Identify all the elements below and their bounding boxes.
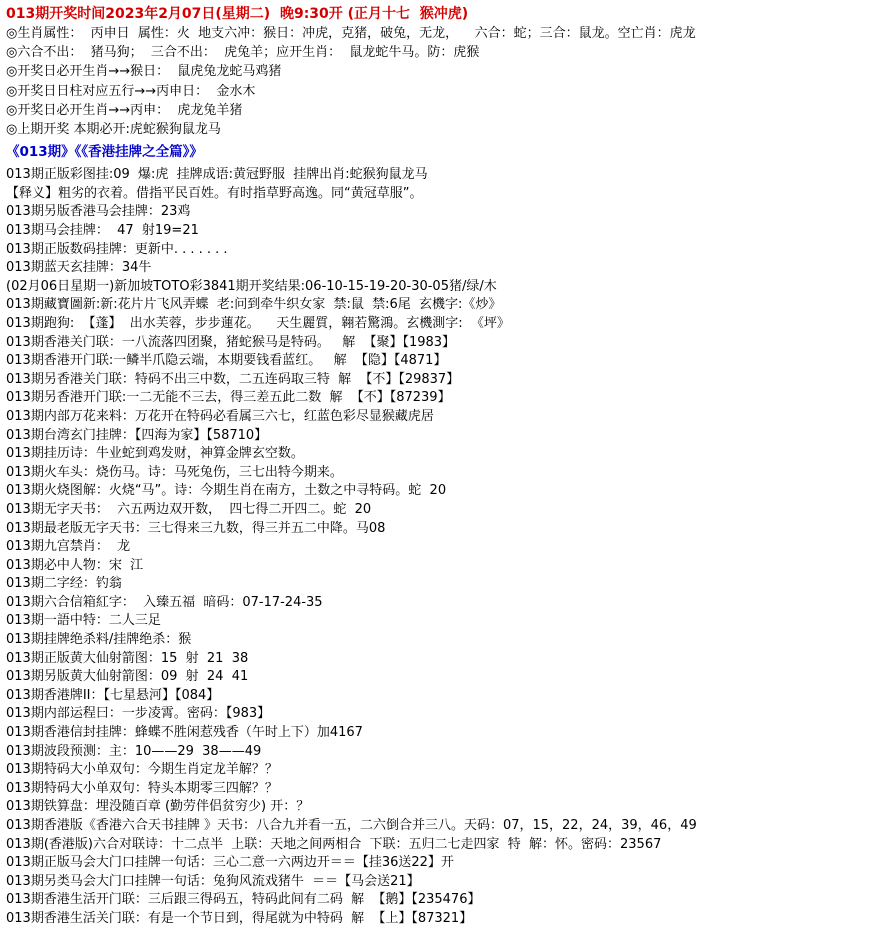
attribute-line: ◎六合不出： 猪马狗； 三合不出： 虎兔羊；应开生肖： 鼠龙蛇牛马。防：虎猴	[6, 45, 480, 61]
entry-line: 013期正版数码挂牌：更新中. . . . . . .	[6, 241, 228, 257]
entry-line: 013期另香港关门联：特码不出三中数，二五连码取三特 解 【不】【29837】	[6, 371, 460, 387]
attribute-line: ◎生肖属性： 丙申日 属性：火 地支六冲：猴日：冲虎，克猪，破兔，无龙， 六合：蛇；三合：鼠龙。空亡肖：虎龙	[6, 26, 696, 41]
entry-line: 013期(香港版)六合对联诗：十二点半 上联：天地之间两相合 下联：五归二七走四家 特 解：怀。密码：23567	[6, 836, 662, 852]
entry-line: 013期正版马会大门口挂牌一句话：三心二意一六两边开＝＝【挂36送22】开	[6, 855, 454, 871]
entry-line: 013期挂牌绝杀料/挂牌绝杀：猴	[6, 632, 192, 648]
entry-line: 013期六合信箱紅字： 入臻五福 暗码：07-17-24-35	[6, 594, 323, 610]
entry-line: 013期蓝天玄挂牌：34牛	[6, 260, 152, 276]
attribute-line: ◎开奖日日柱对应五行→→丙申日： 金水木	[6, 83, 256, 99]
attribute-line: ◎上期开奖 本期必开:虎蛇猴狗鼠龙马	[6, 122, 221, 138]
entry-line: 013期必中人物：宋 江	[6, 557, 144, 573]
entry-line: 013期内部万花来料：万花开在特码必看属三六七，红蓝色彩尽显猴藏虎居	[6, 408, 434, 424]
entry-line: 013期香港牌II：【七星悬河】【084】	[6, 687, 220, 703]
entry-line: 013期最老版无字天书：三七得来三九数，得三并五二中降。马08	[6, 520, 386, 536]
entry-line: 013期一語中特：二人三足	[6, 613, 161, 629]
entry-line: 013期特码大小单双句：今期生肖定龙羊解？？	[6, 762, 278, 778]
entry-line: 013期火车头：烧伤马。诗：马死兔伤，三七出特今期来。	[6, 464, 343, 480]
entry-line: 013期藏寶圖新:新:花片片飞风弄蝶 老:问到牵牛织女家 禁:鼠 禁:6尾 玄機字:《炒》	[6, 297, 502, 313]
entry-line: 013期香港版《香港六合天书挂牌 》天书：八合九并看一五，二六倒合并三八。天码：07，15，22，24，39，46，49	[6, 818, 697, 833]
entry-line: 013期另类马会大门口挂牌一句话：兔狗风流戏猪牛 ＝＝【马会送21】	[6, 873, 420, 889]
entry-line: 013期内部运程曰：一步凌霄。密码：【983】	[6, 706, 271, 722]
entry-line: 【释义】粗劣的衣着。借指平民百姓。有时指草野高逸。同“黄冠草服”。	[6, 185, 423, 201]
attribute-line: ◎开奖日必开生肖→→猴日： 鼠虎兔龙蛇马鸡猪	[6, 64, 282, 80]
entry-line: 013期正版彩图挂:09 爆:虎 挂牌成语:黄冠野服 挂牌出肖:蛇猴狗鼠龙马	[6, 167, 428, 183]
entry-line: 013期香港生活开门联：三后跟三得码五，特码此间有二码 解 【鹅】【235476】	[6, 892, 481, 908]
entry-line: 013期火烧图解：火烧“马”。诗：今期生肖在南方，土数之中寻特码。蛇 20	[6, 483, 447, 499]
entry-line: 013期另香港开门联:一二无能不三去，得三差五此二数 解 【不】【87239】	[6, 390, 451, 406]
entry-line: 013期九宫禁肖： 龙	[6, 539, 131, 555]
entry-line: 013期香港关门联：一八流落四团聚，猪蛇猴马是特码。 解 【聚】【1983】	[6, 334, 456, 350]
entry-line: 013期香港开门联:一鳞半爪隐云端，本期要钱看蓝红。 解 【隐】【4871】	[6, 353, 447, 369]
entries-block	[6, 166, 885, 928]
entry-line: 013期马会挂牌： 47 射19=21	[6, 223, 199, 238]
entry-line: 013期铁算盘：埋没随百章 (勤劳伴侣贫穷少) 开：？	[6, 799, 310, 815]
entry-line: 013期香港信封挂牌：蜂蝶不胜闲惹残香（午时上下）加4167	[6, 725, 363, 741]
attributes-block	[6, 24, 885, 139]
attribute-line: ◎开奖日必开生肖→→丙申： 虎龙兔羊猪	[6, 102, 243, 118]
entry-line: 013期无字天书： 六五两边双开数， 四七得二开四二。蛇 20	[6, 501, 372, 517]
entry-line: 013期二字经：钓翁	[6, 576, 122, 592]
entry-line: 013期特码大小单双句：特头本期零三四解？？	[6, 780, 278, 796]
entry-line: 013期正版黄大仙射箭图：15 射 21 38	[6, 650, 249, 666]
entry-line: 013期波段预测：主：10——29 38——49	[6, 743, 262, 759]
entry-line: 013期另版黄大仙射箭图：09 射 24 41	[6, 669, 249, 685]
section-title: 《013期》《《香港挂牌之全篇》》	[6, 144, 203, 161]
entry-line: 013期另版香港马会挂牌：23鸡	[6, 204, 191, 220]
entry-line: 013期台湾玄门挂牌：【四海为家】【58710】	[6, 427, 268, 443]
entry-line: 013期跑狗: 【蓬】 出水芙蓉，步步蓮花。 天生麗質，翱若驚鴻。玄機測字: 《坪》	[6, 315, 510, 331]
entry-line: 013期香港生活关门联：有是一个节日到，得尾就为中特码 解 【上】【87321】	[6, 910, 473, 926]
entry-line: 013期挂历诗：牛业蛇到鸡发财，神算金牌玄空数。	[6, 446, 304, 462]
entry-line: (02月06日星期一)新加坡TOTO彩3841期开奖结果:06-10-15-19-20-30-05猪/绿/木	[6, 278, 497, 294]
page-title: 013期开奖时间2023年2月07日(星期二) 晚9:30开 (正月十七 猴冲虎)	[6, 6, 469, 22]
